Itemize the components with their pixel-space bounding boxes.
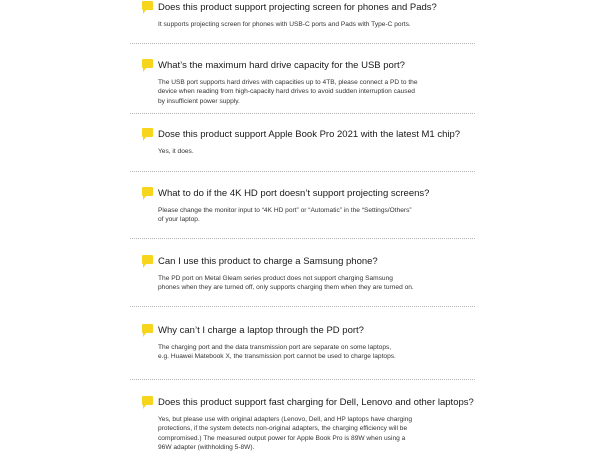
faq-question: Does this product support projecting screen for phones and Pads? bbox=[158, 2, 437, 13]
dotted-divider bbox=[130, 306, 475, 307]
faq-question-row bbox=[130, 325, 480, 341]
faq-answer bbox=[158, 147, 478, 156]
dotted-divider bbox=[130, 43, 475, 44]
faq-item bbox=[130, 129, 480, 156]
faq-question: Can I use this product to charge a Samsung phone? bbox=[158, 256, 378, 267]
dotted-divider bbox=[130, 238, 475, 239]
speech-bubble-icon bbox=[142, 255, 153, 264]
faq-question-row bbox=[130, 397, 480, 413]
faq-question: What’s the maximum hard drive capacity for the USB port? bbox=[158, 60, 405, 71]
dotted-divider bbox=[130, 171, 475, 172]
speech-bubble-icon bbox=[142, 324, 153, 333]
faq-question-row bbox=[130, 188, 480, 204]
faq-item bbox=[130, 397, 480, 453]
faq-item bbox=[130, 60, 480, 106]
faq-answer-line: Please change the monitor input to “4K HD port” or “Automatic” in the “Settings/Others” bbox=[158, 207, 412, 214]
faq-answer-line: e.g. Huawei Matebook X, the transmission port cannot be used to charge laptops. bbox=[158, 353, 396, 361]
faq-answer bbox=[158, 415, 478, 453]
faq-question: What to do if the 4K HD port doesn’t support projecting screens? bbox=[158, 188, 430, 199]
faq-answer-line: device when reading from high-capacity hard drives to avoid sudden interruption caused bbox=[158, 88, 415, 96]
faq-answer bbox=[158, 274, 478, 293]
faq-answer-line: The USB port supports hard drives with capacities up to 4TB, please connect a PD to the bbox=[158, 79, 418, 86]
speech-bubble-icon bbox=[142, 1, 153, 10]
faq-question-row bbox=[130, 2, 480, 18]
faq-question: Dose this product support Apple Book Pro 2021 with the latest M1 chip? bbox=[158, 129, 461, 140]
faq-answer-line: The charging port and the data transmission port are separate on some laptops, bbox=[158, 344, 392, 351]
faq-answer-line: It supports projecting screen for phones with USB-C ports and Pads with Type-C ports. bbox=[158, 21, 411, 28]
faq-answer-line: 96W adapter (withholding 5-8W). bbox=[158, 444, 255, 452]
faq-answer bbox=[158, 206, 478, 225]
speech-bubble-icon bbox=[142, 187, 153, 196]
faq-question-row bbox=[130, 256, 480, 272]
dotted-divider bbox=[130, 113, 475, 114]
faq-answer-line: Yes, but please use with original adapters (Lenovo, Dell, and HP laptops have charging bbox=[158, 416, 413, 423]
faq-question-row bbox=[130, 129, 480, 145]
faq-item bbox=[130, 256, 480, 293]
faq-answer bbox=[158, 343, 478, 362]
speech-bubble-icon bbox=[142, 396, 153, 405]
faq-answer bbox=[158, 78, 478, 106]
faq-answer-line: by insufficient power supply. bbox=[158, 97, 240, 105]
faq-question: Why can’t I charge a laptop through the PD port? bbox=[158, 325, 364, 336]
faq-answer-line: Yes, it does. bbox=[158, 148, 194, 155]
faq-answer-line: protections, if the system detects non-original adapters, the charging efficiency will be bbox=[158, 425, 408, 433]
faq-item bbox=[130, 325, 480, 362]
faq-answer bbox=[158, 20, 478, 29]
speech-bubble-icon bbox=[142, 128, 153, 137]
faq-answer-line: of your laptop. bbox=[158, 216, 200, 224]
speech-bubble-icon bbox=[142, 59, 153, 68]
faq-answer-line: The PD port on Metal Gleam series product does not support charging Samsung bbox=[158, 275, 393, 282]
faq-question-row bbox=[130, 60, 480, 76]
dotted-divider bbox=[130, 379, 475, 380]
faq-answer-line: phones when they are turned off, only supports charging them when they are turned on. bbox=[158, 284, 414, 292]
faq-item bbox=[130, 188, 480, 225]
faq-answer-line: compromised.) The measured output power for Apple Book Pro is 89W when using a bbox=[158, 434, 406, 442]
faq-item bbox=[130, 2, 480, 29]
faq-question: Does this product support fast charging for Dell, Lenovo and other laptops? bbox=[158, 397, 474, 408]
